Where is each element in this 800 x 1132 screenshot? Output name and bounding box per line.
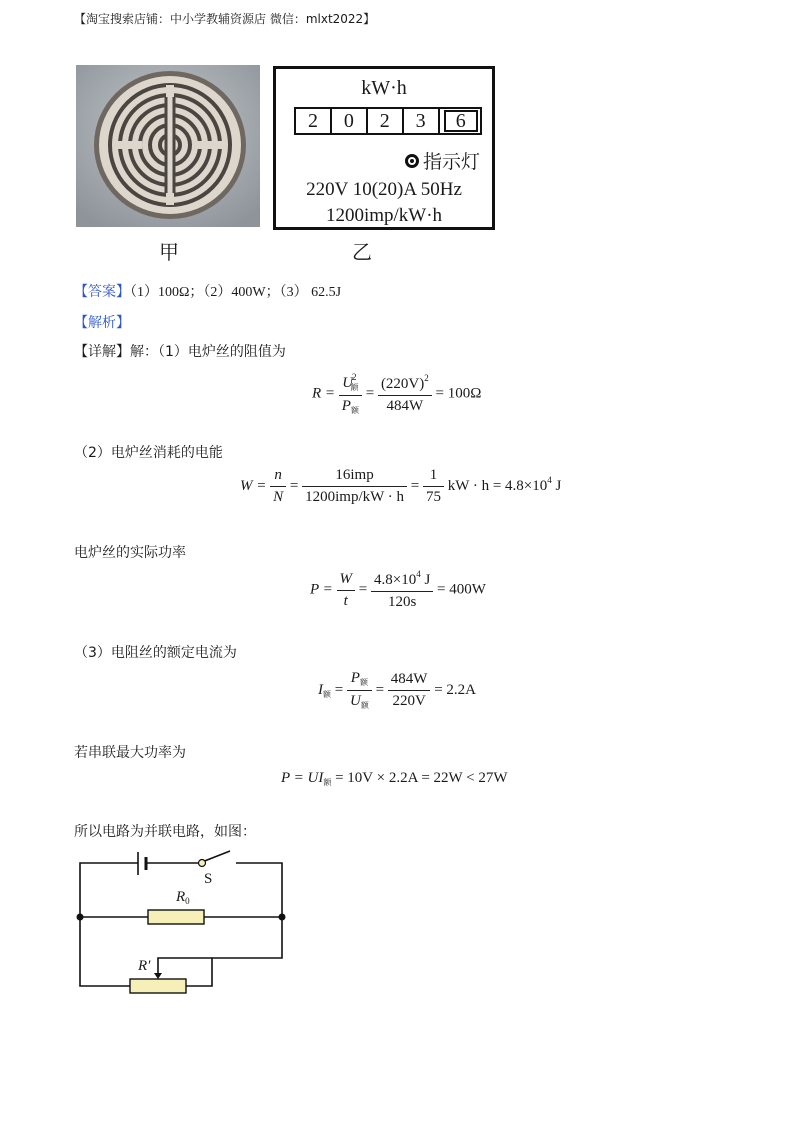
- eq4-lhs-sub: 额: [323, 689, 331, 699]
- detail-intro: 解：（1）电炉丝的阻值为: [130, 344, 286, 360]
- junction-left: [77, 914, 84, 921]
- eq1-f1-den: P: [341, 398, 351, 414]
- junction-right: [279, 914, 286, 921]
- circuit-svg: [70, 845, 300, 1005]
- header-source: 【淘宝搜索店铺：中小学教辅资源店 微信：mlxt2022】: [74, 12, 376, 26]
- eq4-f2-num: 484W: [388, 671, 431, 691]
- r0-label: $R_0$: [176, 889, 190, 906]
- eq2-frac3: [423, 467, 444, 506]
- eq1-rhs: = 100Ω: [435, 385, 482, 402]
- eq2-f1-den: N: [273, 489, 284, 505]
- eq4-f1-den: U: [349, 693, 361, 709]
- equation-resistance: R = $\frac{U^2_额}{P_额}$ = $\frac{(220V)^2}{484W}$ = 100Ω: [312, 372, 482, 415]
- eq1-f2-den: 484W: [386, 398, 424, 414]
- eq4-frac1: [347, 670, 372, 711]
- conclusion-text: 所以电路为并联电路，如图：: [74, 824, 256, 840]
- meter-indicator: [405, 147, 480, 174]
- eq2-frac1: [270, 467, 286, 506]
- equation-series-power: [281, 770, 508, 788]
- eq4-f1-den-sub: 额: [360, 701, 369, 710]
- step3b-text: 若串联最大功率为: [74, 745, 186, 761]
- circuit-diagram: [70, 845, 300, 1005]
- eq3-f2-num-sup: 4: [416, 569, 421, 579]
- eq3-frac1: [337, 571, 356, 610]
- eq2-rhs-sup: 4: [547, 474, 552, 485]
- eq3-f2-num: 4.8×10: [373, 572, 417, 588]
- heater-coil-image: [76, 65, 260, 227]
- eq3-rhs: = 400W: [437, 581, 486, 598]
- eq4-rhs: = 2.2A: [434, 681, 476, 698]
- step2-text: （2）电炉丝消耗的电能: [74, 445, 223, 461]
- eq5-rhs: = 10V × 2.2A = 22W < 27W: [331, 770, 508, 786]
- meter-digit-decimal: 6: [444, 110, 478, 132]
- eq3-lhs: P =: [310, 581, 333, 598]
- eq1-f2-num-sup: 2: [424, 373, 429, 383]
- switch-label: S: [204, 871, 213, 887]
- detail-tag: 【详解】: [74, 344, 130, 360]
- step2b-text: 电炉丝的实际功率: [74, 545, 186, 561]
- answer-text: （1）100Ω；（2）400W；（3） 62.5J: [130, 285, 342, 300]
- meter-spec-constant: 1200imp/kW·h: [325, 205, 443, 226]
- eq3-f1-den: t: [343, 592, 348, 609]
- meter-digit: 2: [296, 109, 332, 133]
- rheostat-wiper: [158, 958, 212, 976]
- eq3-frac2: [371, 569, 433, 611]
- step3-text: （3）电阻丝的额定电流为: [74, 645, 237, 661]
- eq4-f1-num: P: [350, 670, 360, 686]
- wire-top-left: [80, 863, 138, 917]
- wire-rheostat-right: [186, 917, 282, 986]
- eq1-f1-num: U: [342, 375, 354, 391]
- meter-reading: [294, 107, 482, 135]
- rheostat-label: R′: [138, 958, 151, 974]
- figure-label-yi: 乙: [352, 240, 372, 264]
- answer-tag: 【答案】: [74, 284, 130, 300]
- eq1-lhs: R =: [312, 385, 336, 402]
- eq3-f1-num: W: [337, 571, 356, 591]
- equation-current: $I_额$ = $\frac{P_额}{U_额}$ = $\frac{484W}{220V}$ = 2.2A: [318, 670, 476, 710]
- eq3-f2-den: 120s: [387, 594, 417, 610]
- eq1-f1-num-sub: 额: [350, 383, 359, 392]
- answer-line: [74, 281, 341, 301]
- eq4-f2-den: 220V: [392, 693, 426, 709]
- wire-bottom-left: [80, 917, 130, 986]
- switch-pivot: [199, 860, 206, 867]
- resistor-r0: [148, 910, 204, 924]
- equation-energy: W = $\frac{n}{N}$ = $\frac{\text{16imp}}{\text{1200imp/kW · h}}$ = $\frac{1}{75}$ kW · $h = 4.8\times 10^4$ J: [240, 467, 562, 505]
- r0-sub: 0: [185, 896, 190, 906]
- meter-digit: 2: [368, 109, 404, 133]
- eq5-lhs: P = UI: [281, 770, 324, 786]
- eq3-f2-num-tail: J: [420, 572, 431, 588]
- detail-intro-line: [74, 341, 286, 361]
- figure-heater-photo: [76, 65, 260, 227]
- eq4-f1-num-sub: 额: [359, 678, 368, 687]
- eq2-rhs2: J: [551, 477, 562, 494]
- eq4-lhs: I: [318, 681, 323, 698]
- eq1-f1-num-sup: 2: [352, 372, 357, 382]
- eq2-f2-den: 1200imp/kW · h: [305, 489, 404, 505]
- indicator-light-icon: [405, 154, 419, 168]
- meter-digit: 3: [404, 109, 440, 133]
- analysis-tag: 【解析】: [74, 315, 130, 331]
- switch-lever: [202, 851, 230, 862]
- eq2-rhs1: kW · h = 4.8×10: [447, 477, 548, 494]
- eq2-lhs: W =: [240, 477, 267, 494]
- eq2-f3-den: 75: [425, 489, 441, 505]
- rheostat-r-prime: [130, 979, 186, 993]
- electricity-meter-panel: [273, 66, 495, 230]
- eq5-lhs-sub: 额: [323, 778, 332, 787]
- eq2-frac2: [302, 467, 407, 506]
- equation-power: P = $\frac{W}{t}$ = $\frac{4.8\times 10^4 J}{120s}$ = 400W: [310, 569, 486, 610]
- eq1-frac1: [339, 372, 362, 416]
- eq4-frac2: [388, 671, 431, 710]
- eq1-f2-num: (220V): [380, 376, 425, 392]
- figure-label-jia: 甲: [159, 240, 179, 264]
- wiper-arrow-icon: [154, 973, 162, 979]
- eq2-f1-num: n: [270, 467, 286, 487]
- meter-spec-rating: 220V 10(20)A 50Hz: [306, 179, 462, 200]
- wire-top-right: [236, 863, 282, 917]
- meter-unit: kW·h: [361, 77, 407, 99]
- eq1-f1-den-sub: 额: [350, 406, 359, 415]
- indicator-label: 指示灯: [422, 151, 480, 173]
- eq2-f3-num: 1: [423, 467, 444, 487]
- meter-digit: 0: [332, 109, 368, 133]
- eq1-frac2: [378, 373, 432, 415]
- eq2-f2-num: 16imp: [302, 467, 407, 487]
